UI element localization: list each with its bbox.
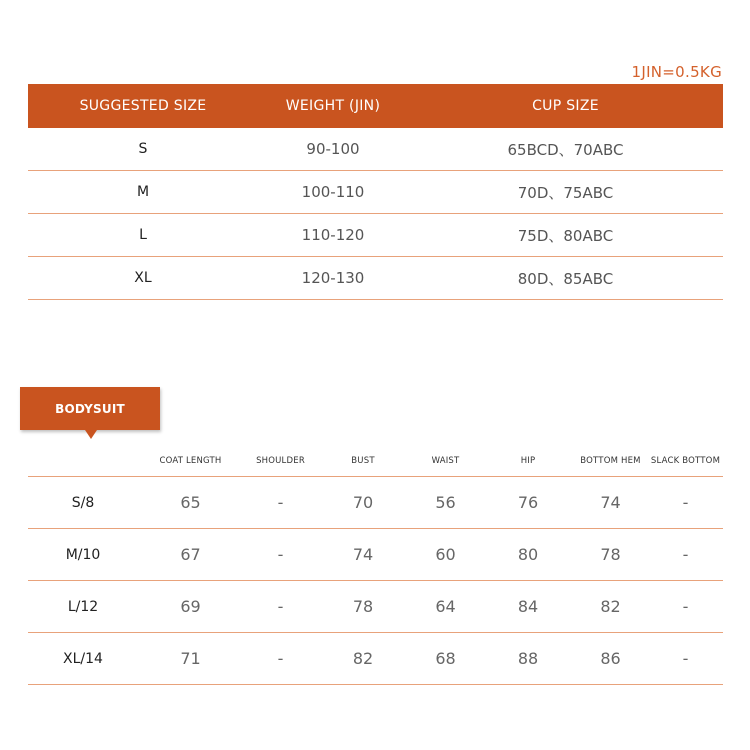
coat-length-cell: 69	[180, 597, 201, 616]
slack-bottom-cell: -	[682, 545, 689, 564]
hip-cell: 88	[517, 649, 539, 668]
cup-size-cell: 75D、80ABC	[517, 226, 614, 245]
bodysuit-measurement-table	[28, 446, 723, 685]
table-row	[28, 477, 723, 529]
header-weight: WEIGHT (JIN)	[285, 98, 381, 114]
hip-cell: 80	[517, 545, 539, 564]
table-row	[28, 633, 723, 685]
table-row	[28, 214, 723, 257]
size-cell: M/10	[65, 546, 101, 563]
cup-size-cell: 70D、75ABC	[517, 183, 614, 202]
bust-cell: 78	[352, 597, 374, 616]
size-cell: XL	[134, 270, 152, 286]
size-cell: S	[138, 141, 148, 157]
bust-cell: 70	[352, 493, 374, 512]
weight-cell: 120-130	[301, 269, 365, 287]
waist-cell: 60	[435, 545, 456, 564]
bust-cell: 82	[352, 649, 374, 668]
slack-bottom-cell: -	[682, 493, 689, 512]
waist-cell: 64	[435, 597, 456, 616]
waist-cell: 56	[435, 493, 456, 512]
size-cell: XL/14	[63, 650, 103, 667]
table-row	[28, 257, 723, 300]
header-waist: WAIST	[431, 456, 460, 466]
bottom-hem-cell: 86	[600, 649, 621, 668]
waist-cell: 68	[435, 649, 456, 668]
header-slack-bottom: SLACK BOTTOM	[650, 456, 721, 466]
coat-length-cell: 71	[180, 649, 201, 668]
bottom-hem-cell: 78	[600, 545, 621, 564]
size-cell: L	[139, 227, 147, 243]
coat-length-cell: 67	[180, 545, 201, 564]
weight-cell: 100-110	[301, 183, 365, 201]
bodysuit-table-header	[28, 446, 723, 477]
shoulder-cell: -	[277, 597, 284, 616]
size-cell: L/12	[67, 598, 99, 615]
coat-length-cell: 65	[180, 493, 201, 512]
size-cell: S/8	[71, 494, 95, 511]
header-bottom-hem: BOTTOM HEM	[580, 456, 641, 466]
slack-bottom-cell: -	[682, 649, 689, 668]
hip-cell: 76	[517, 493, 539, 512]
header-suggested-size: SUGGESTED SIZE	[79, 98, 207, 114]
suggested-size-table	[28, 84, 723, 300]
bottom-hem-cell: 82	[600, 597, 621, 616]
bottom-hem-cell: 74	[600, 493, 621, 512]
cup-size-cell: 80D、85ABC	[517, 269, 614, 288]
header-coat-length: COAT LENGTH	[159, 456, 222, 466]
bodysuit-tag: BODYSUIT	[20, 387, 160, 430]
weight-cell: 110-120	[301, 226, 365, 244]
table-row	[28, 128, 723, 171]
slack-bottom-cell: -	[682, 597, 689, 616]
shoulder-cell: -	[277, 649, 284, 668]
hip-cell: 84	[517, 597, 539, 616]
header-cup-size: CUP SIZE	[532, 98, 599, 114]
header-hip: HIP	[520, 456, 536, 466]
header-bust: BUST	[351, 456, 375, 466]
tag-pointer-icon	[85, 430, 97, 439]
shoulder-cell: -	[277, 493, 284, 512]
unit-conversion-note: 1JIN=0.5KG	[631, 63, 722, 81]
shoulder-cell: -	[277, 545, 284, 564]
cup-size-cell: 65BCD、70ABC	[507, 140, 624, 159]
weight-cell: 90-100	[306, 140, 360, 158]
table-row	[28, 171, 723, 214]
table-row	[28, 581, 723, 633]
table-row	[28, 529, 723, 581]
size-table-header	[28, 84, 723, 128]
size-cell: M	[136, 184, 150, 200]
bust-cell: 74	[352, 545, 374, 564]
header-shoulder: SHOULDER	[256, 456, 305, 466]
